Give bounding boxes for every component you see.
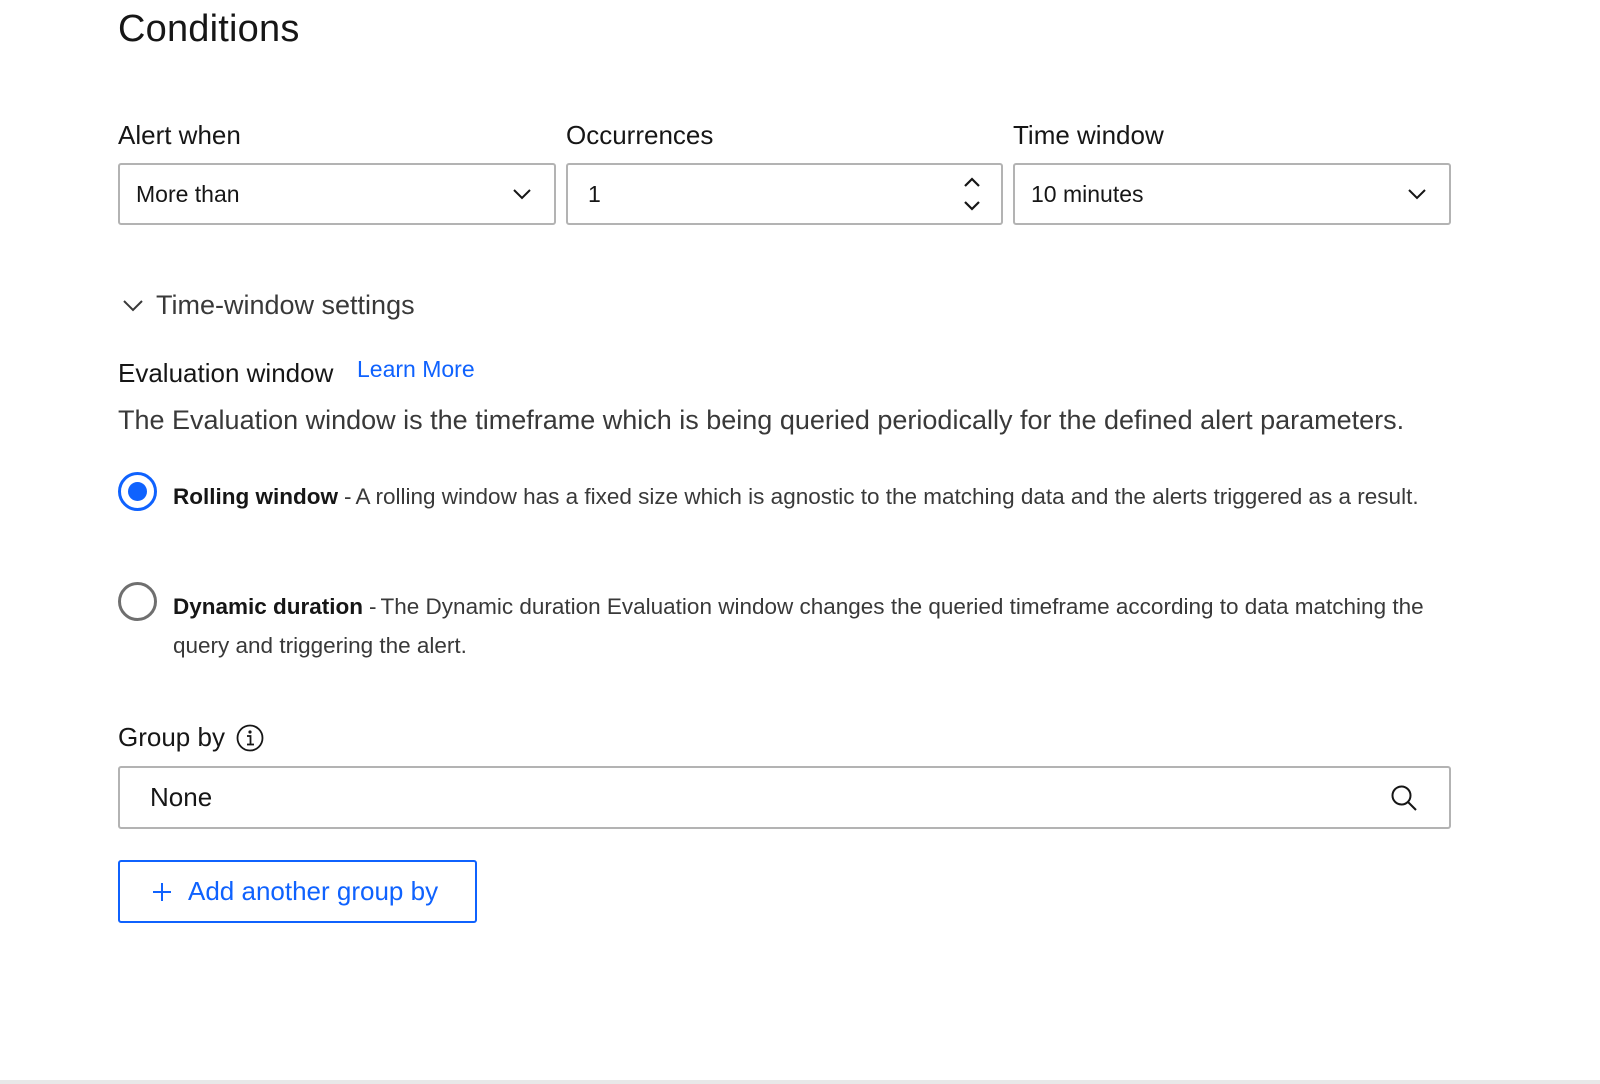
time-window-settings-toggle[interactable] — [118, 284, 415, 326]
dynamic-duration-separator: - — [369, 594, 377, 619]
panel-bottom-divider — [0, 1080, 1600, 1084]
rolling-window-description: A rolling window has a fixed size which is agnostic to the matching data and the alerts triggered as a result. — [355, 484, 1419, 509]
add-group-by-label: Add another group by — [188, 876, 439, 906]
chevron-down-icon — [118, 290, 148, 320]
alert-when-label: Alert when — [118, 120, 241, 150]
dynamic-duration-title: Dynamic duration — [173, 594, 364, 619]
dynamic-duration-radio[interactable] — [118, 582, 157, 621]
stepper-icon[interactable] — [961, 176, 983, 212]
occurrences-number-input[interactable] — [566, 163, 1003, 225]
add-group-by-button[interactable] — [118, 860, 477, 923]
occurrences-label: Occurrences — [566, 120, 714, 150]
group-by-label-row — [118, 722, 265, 753]
evaluation-window-label: Evaluation window — [118, 358, 334, 388]
dynamic-duration-description: The Dynamic duration Evaluation window changes the queried timeframe according to data matching the query and triggering the alert. — [173, 594, 1424, 658]
occurrences-value: 1 — [588, 180, 601, 207]
evaluation-window-description: The Evaluation window is the timeframe which is being queried periodically for the defined alert parameters. — [118, 405, 1405, 435]
rolling-window-separator: - — [343, 484, 352, 509]
group-by-label: Group by — [118, 722, 225, 752]
rolling-window-text — [173, 477, 1443, 516]
chevron-down-icon — [510, 182, 534, 206]
group-by-search-input[interactable] — [118, 766, 1451, 829]
group-by-value: None — [150, 782, 213, 812]
rolling-window-radio[interactable] — [118, 472, 157, 511]
rolling-window-title: Rolling window — [173, 484, 338, 509]
plus-icon — [150, 880, 174, 904]
alert-when-select[interactable] — [118, 163, 556, 225]
dynamic-duration-text — [173, 587, 1443, 665]
time-window-select[interactable] — [1013, 163, 1451, 225]
chevron-down-icon — [1405, 182, 1429, 206]
time-window-label: Time window — [1013, 120, 1164, 150]
section-title: Conditions — [118, 8, 300, 50]
info-icon[interactable] — [235, 723, 265, 753]
time-window-settings-label: Time-window settings — [156, 289, 415, 320]
time-window-value: 10 minutes — [1031, 180, 1144, 207]
search-icon — [1389, 783, 1419, 813]
alert-when-value: More than — [136, 180, 240, 207]
learn-more-link[interactable]: Learn More — [357, 356, 475, 382]
